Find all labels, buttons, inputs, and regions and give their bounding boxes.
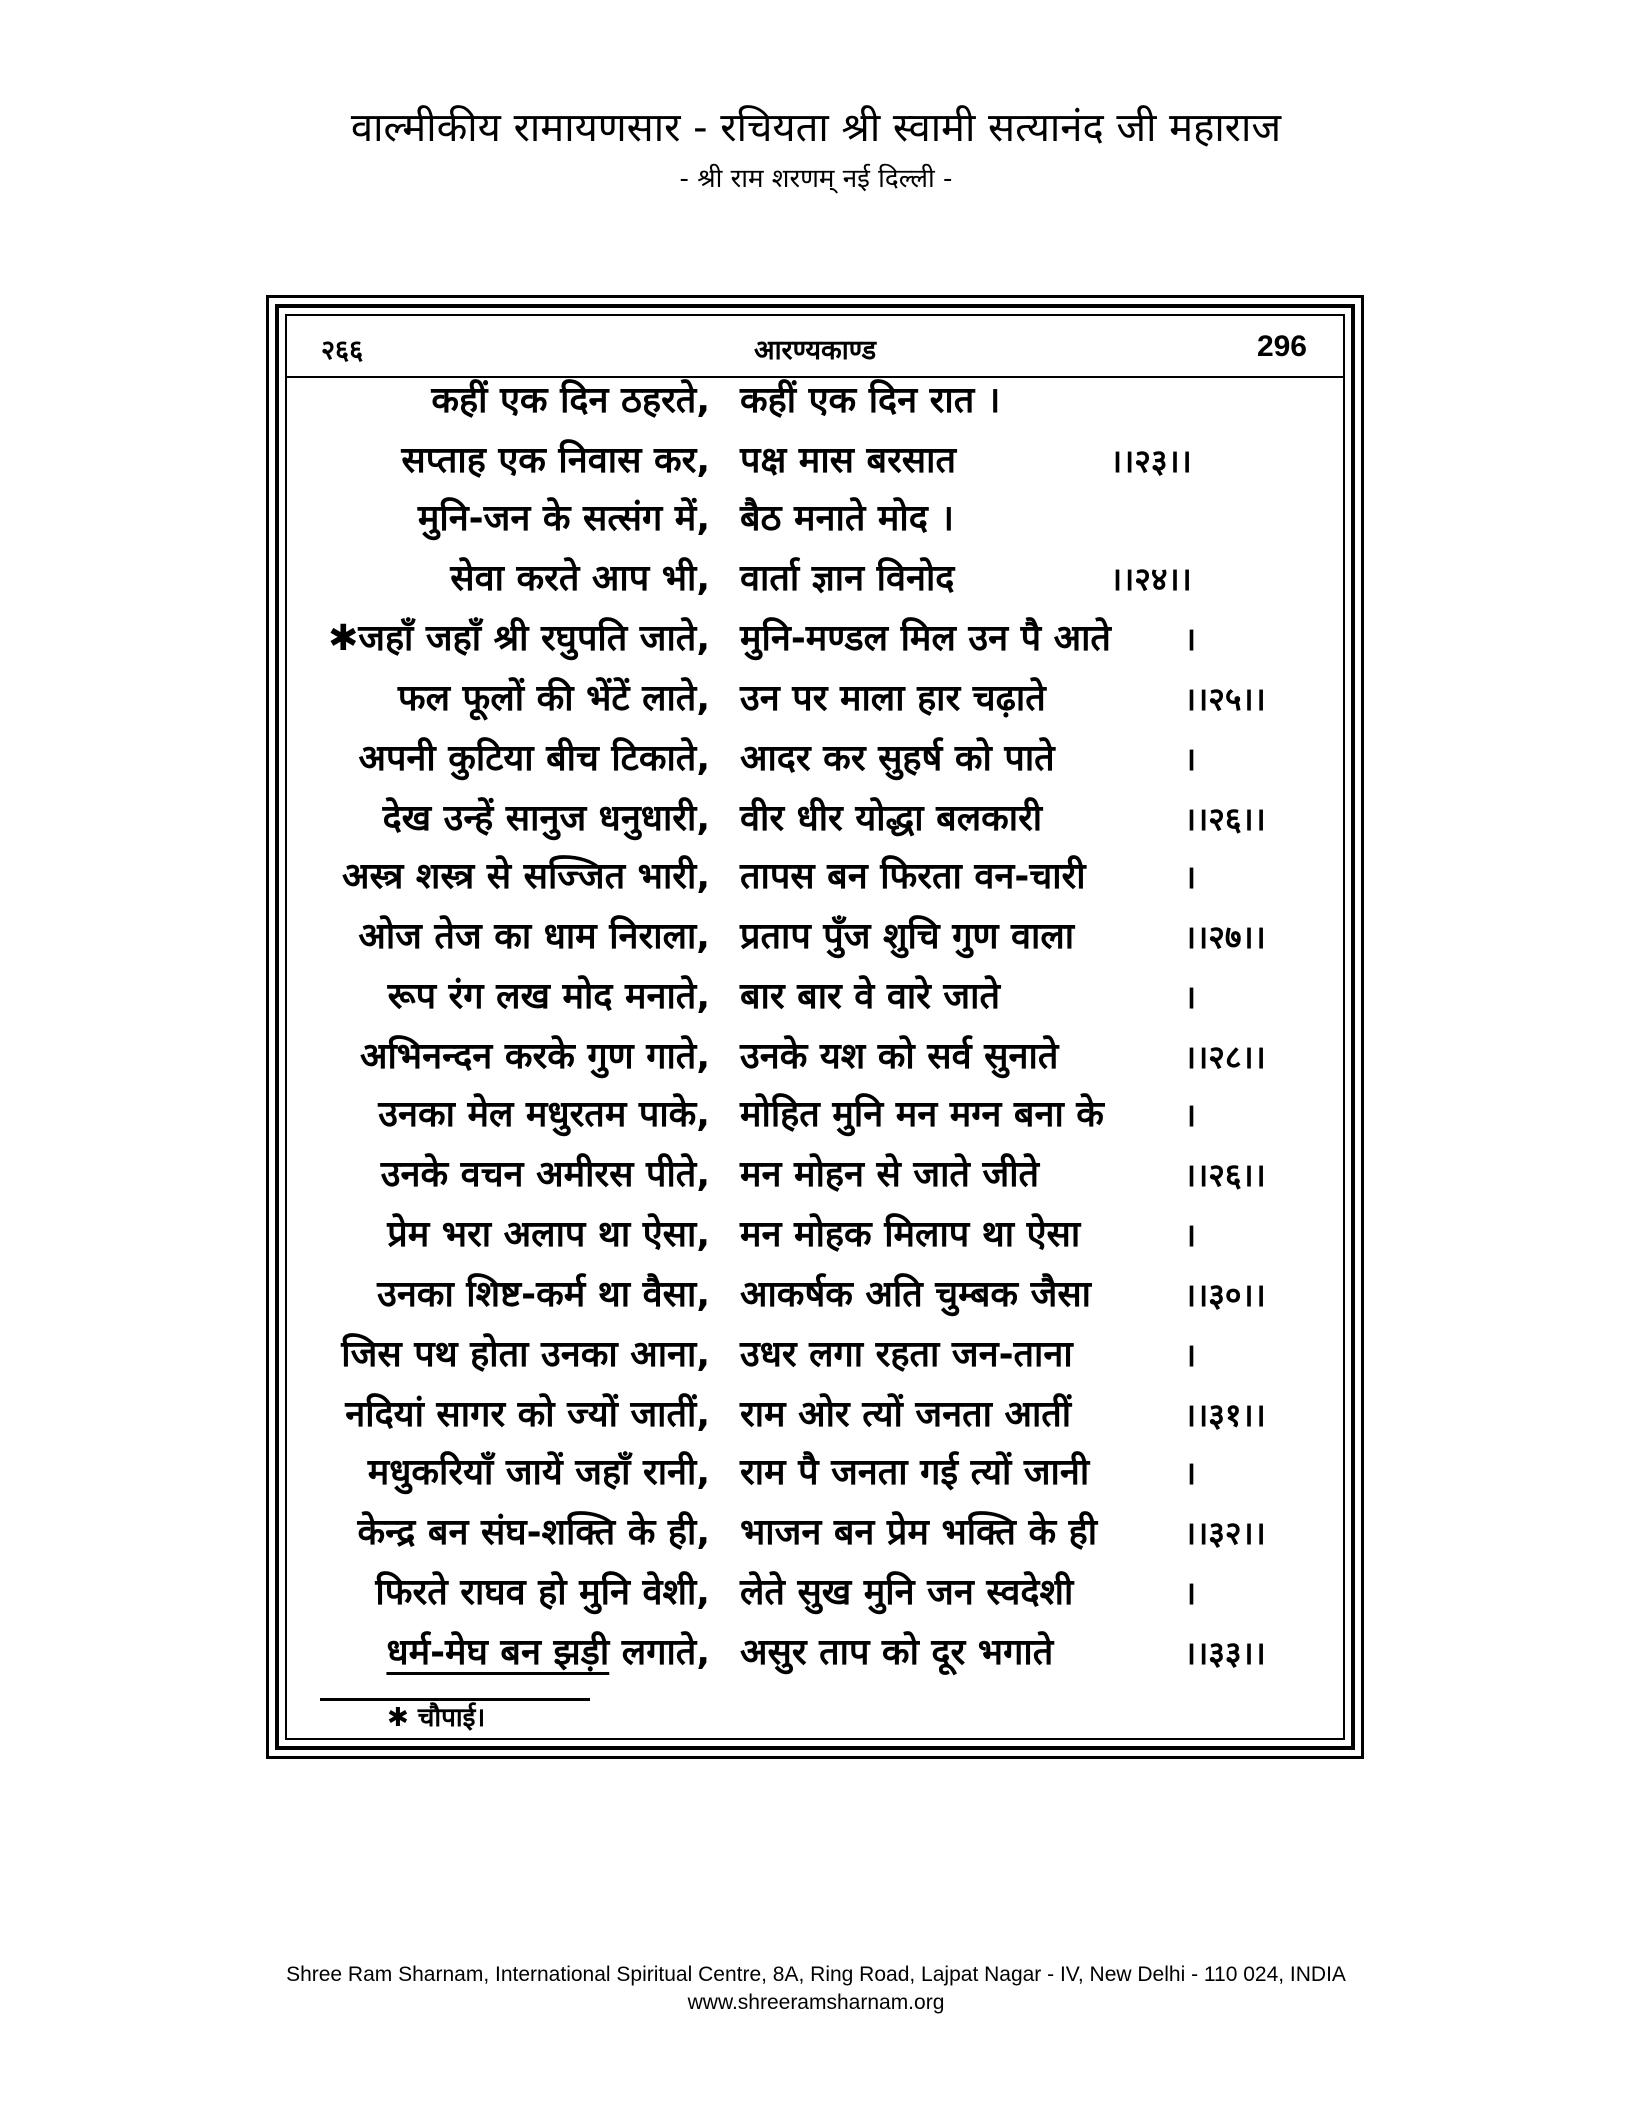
footer-address: Shree Ram Sharnam, International Spiritual Centre, 8A, Ring Road, Lajpat Nagar - IV, New Delhi - 110 024, INDIA <box>286 1963 1346 1986</box>
verse-number: । <box>1184 1336 1197 1374</box>
verse-left: केन्द्र बन संघ-शक्ति के ही, <box>357 1512 710 1553</box>
verse-left: अभिनन्दन करके गुण गाते, <box>359 1036 710 1077</box>
verse-right: असुर ताप को दूर भगाते <box>740 1632 1054 1673</box>
verse-left: अस्त्र शस्त्र से सज्जित भारी, <box>341 856 710 897</box>
verse-page-label: २६६ <box>321 335 364 366</box>
verse-number: । <box>1184 1574 1197 1612</box>
verse-right: भाजन बन प्रेम भक्ति के ही <box>740 1512 1098 1553</box>
verse-number: । <box>1184 620 1197 658</box>
verse-left: उनका मेल मधुरतम पाके, <box>378 1094 710 1135</box>
verse-right: बैठ मनाते मोद । <box>740 498 955 539</box>
verse-number: ।।२५।। <box>1184 680 1266 718</box>
verse-left: ✱जहाँ जहाँ श्री रघुपति जाते, <box>328 618 710 659</box>
verse-right: मन मोहक मिलाप था ऐसा <box>740 1214 1081 1255</box>
verse-left: ओज तेज का धाम निराला, <box>358 916 710 957</box>
panel-header <box>287 316 1343 378</box>
verse-number: ।।३१।। <box>1184 1396 1266 1434</box>
verse-left: मधुकरियाँ जायें जहाँ रानी, <box>367 1452 710 1493</box>
verse-left: मुनि-जन के सत्संग में, <box>417 498 710 539</box>
verse-left: नदियां सागर को ज्यों जातीं, <box>345 1394 710 1435</box>
verse-right: तापस बन फिरता वन-चारी <box>740 856 1086 897</box>
verse-right: वार्ता ज्ञान विनोद <box>740 558 955 599</box>
verse-right: प्रताप पुँज शुचि गुण वाला <box>740 916 1075 957</box>
verse-left: फल फूलों की भेंटें लाते, <box>397 678 710 719</box>
verse-left <box>386 1632 710 1674</box>
verse-number: ।।२६।। <box>1184 800 1266 838</box>
verse-right: बार बार वे वारे जाते <box>740 976 1000 1017</box>
verse-number: ।।२८।। <box>1184 1038 1266 1076</box>
document-title: वाल्मीकीय रामायणसार - रचियता श्री स्वामी सत्यानंद जी महाराज <box>350 105 1282 151</box>
verse-number: । <box>1184 740 1197 778</box>
verse-left: अपनी कुटिया बीच टिकाते, <box>358 738 710 779</box>
section-title: आरण्यकाण्ड <box>753 335 877 366</box>
verse-right: राम ओर त्यों जनता आतीं <box>740 1394 1072 1435</box>
verse-number: । <box>1184 1216 1197 1254</box>
verse-right: मन मोहन से जाते जीते <box>740 1154 1040 1195</box>
verse-number: । <box>1184 1454 1197 1492</box>
verse-right: उधर लगा रहता जन-ताना <box>740 1334 1073 1375</box>
verse-right: आदर कर सुहर्ष को पाते <box>740 738 1055 779</box>
verse-left: फिरते राघव हो मुनि वेशी, <box>375 1572 710 1613</box>
verse-left: रूप रंग लख मोद मनाते, <box>387 976 710 1017</box>
footnote-divider <box>320 1698 590 1701</box>
verse-number: ।।२३।। <box>1110 442 1192 480</box>
verse-right: आकर्षक अति चुम्बक जैसा <box>740 1274 1091 1315</box>
verse-right: मोहित मुनि मन मग्न बना के <box>740 1094 1104 1135</box>
footnote: ✱ चौपाई। <box>387 1703 486 1733</box>
verse-right: लेते सुख मुनि जन स्वदेशी <box>740 1572 1074 1613</box>
verse-left-rest: लगाते, <box>609 1632 710 1673</box>
verse-number: ।।२७।। <box>1184 918 1266 956</box>
verse-right: मुनि-मण्डल मिल उन पै आते <box>740 618 1111 659</box>
document-subtitle: - श्री राम शरणम् नई दिल्ली - <box>679 164 953 194</box>
verse-left: सेवा करते आप भी, <box>450 558 710 599</box>
verse-number: । <box>1184 978 1197 1016</box>
verse-left: उनके वचन अमीरस पीते, <box>380 1154 710 1195</box>
verse-right: उनके यश को सर्व सुनाते <box>740 1036 1059 1077</box>
verse-right: वीर धीर योद्धा बलकारी <box>740 798 1043 839</box>
verse-number: ।।२६।। <box>1184 1156 1266 1194</box>
verse-left: देख उन्हें सानुज धनुधारी, <box>382 798 710 839</box>
verse-number: । <box>1184 858 1197 896</box>
verse-number: ।।२४।। <box>1110 560 1192 598</box>
verse-right: कहीं एक दिन रात । <box>740 380 1001 421</box>
page-number: 296 <box>1256 330 1307 363</box>
verse-underlined-phrase: धर्म-मेघ बन झड़ी <box>386 1632 610 1673</box>
verse-left: उनका शिष्ट-कर्म था वैसा, <box>377 1274 710 1315</box>
verse-left: कहीं एक दिन ठहरते, <box>431 380 710 421</box>
footer-website: www.shreeramsharnam.org <box>687 1991 945 2014</box>
verse-number: । <box>1184 1096 1197 1134</box>
verse-right: उन पर माला हार चढ़ाते <box>740 678 1046 719</box>
verse-number: ।।३२।। <box>1184 1514 1266 1552</box>
verse-right: पक्ष मास बरसात <box>740 440 956 481</box>
verse-number: ।।३३।। <box>1184 1634 1266 1672</box>
verse-left: सप्ताह एक निवास कर, <box>401 440 710 481</box>
verse-left: जिस पथ होता उनका आना, <box>341 1334 710 1375</box>
verse-left: प्रेम भरा अलाप था ऐसा, <box>387 1214 710 1255</box>
verse-number: ।।३०।। <box>1184 1276 1266 1314</box>
verse-right: राम पै जनता गई त्यों जानी <box>740 1452 1090 1493</box>
